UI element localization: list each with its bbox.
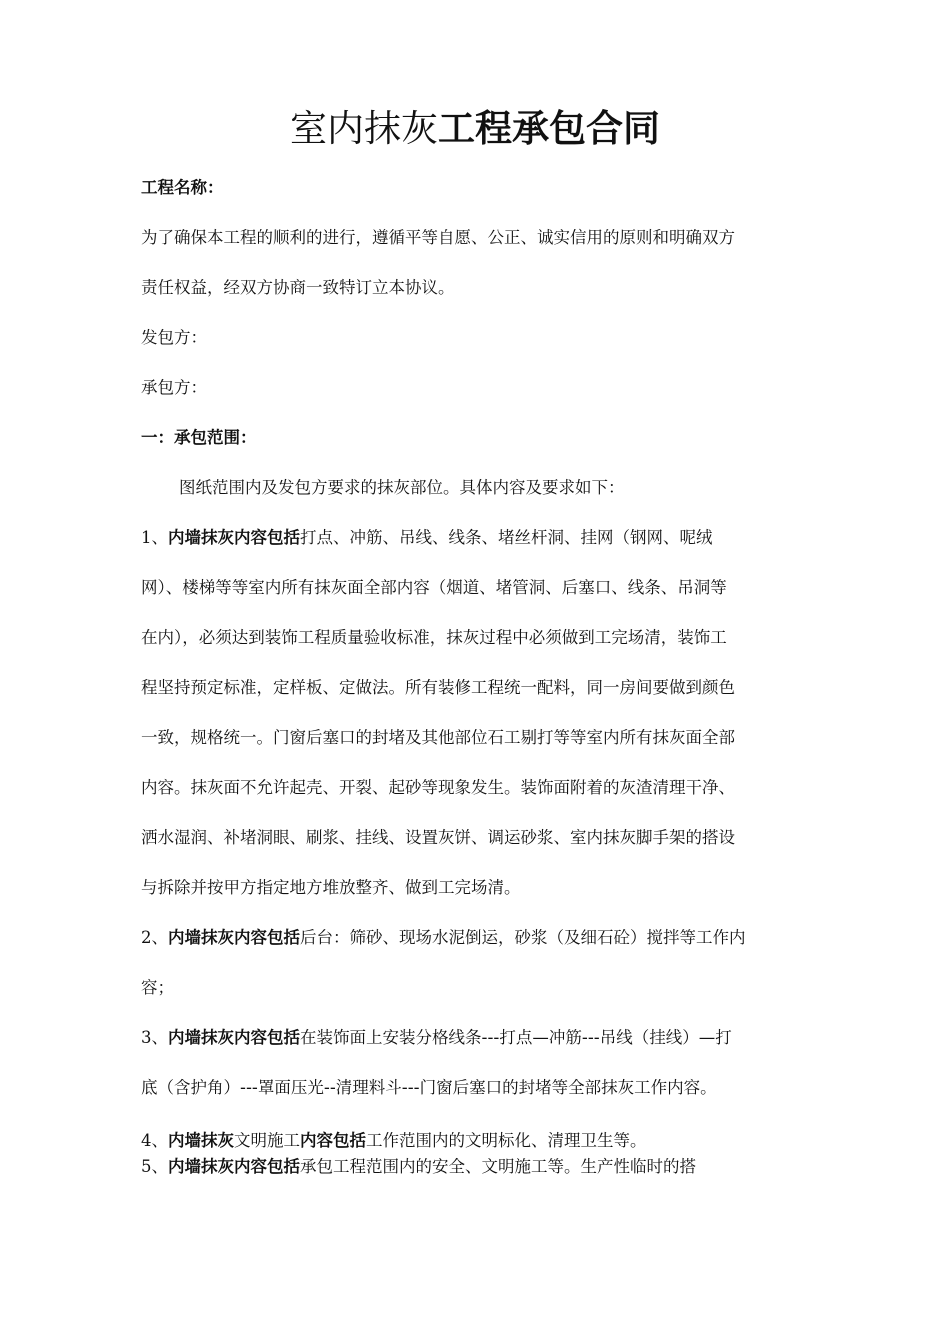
- item1-line6: 内容。抹灰面不允许起壳、开裂、起砂等现象发生。装饰面附着的灰渣清理干净、: [141, 778, 735, 797]
- party-a-label: 发包方：: [141, 328, 207, 347]
- item3-line1-text: 在装饰面上安装分格线条---打点—冲筋---吊线（挂线）—打: [300, 1028, 732, 1047]
- item1-line3: 在内），必须达到装饰工程质量验收标准，抹灰过程中必须做到工完场清，装饰工: [141, 628, 727, 647]
- item4-number: 4、: [141, 1131, 168, 1150]
- item4-text: 工作范围内的文明标化、清理卫生等。: [366, 1131, 647, 1150]
- item3-label: 内墙抹灰内容包括: [168, 1028, 300, 1047]
- item4-label-b: 内容包括: [300, 1131, 366, 1150]
- item1-label: 内墙抹灰内容包括: [168, 528, 300, 547]
- item1-line8: 与拆除并按甲方指定地方堆放整齐、做到工完场清。: [141, 878, 521, 897]
- document-title: [0, 104, 950, 154]
- item3-number: 3、: [141, 1028, 168, 1047]
- item1-line7: 洒水湿润、补堵洞眼、刷浆、挂线、设置灰饼、调运砂浆、室内抹灰脚手架的搭设: [141, 828, 735, 847]
- item5-number: 5、: [141, 1157, 168, 1176]
- item1-line1: [141, 526, 713, 550]
- item3-line1: [141, 1026, 732, 1050]
- item4-line: [141, 1129, 647, 1153]
- title-part2: 工程承包合同: [438, 107, 660, 150]
- intro-line-2: 责任权益，经双方协商一致特订立本协议。: [141, 278, 455, 297]
- intro-line-1: 为了确保本工程的顺利的进行，遵循平等自愿、公正、诚实信用的原则和明确双方: [141, 228, 735, 247]
- item2-number: 2、: [141, 928, 168, 947]
- item4-middle: 文明施工: [234, 1131, 300, 1150]
- section1-heading: 一：承包范围：: [141, 428, 257, 447]
- project-name-label: 工程名称：: [141, 178, 224, 197]
- item1-line1-text: 打点、冲筋、吊线、线条、堵丝杆洞、挂网（钢网、呢绒: [300, 528, 713, 547]
- item5-text: 承包工程范围内的安全、文明施工等。生产性临时的搭: [300, 1157, 696, 1176]
- item2-label: 内墙抹灰内容包括: [168, 928, 300, 947]
- item1-line5: 一致，规格统一。门窗后塞口的封堵及其他部位石工剔打等等室内所有抹灰面全部: [141, 728, 735, 747]
- item2-line1: [141, 926, 746, 950]
- party-b-label: 承包方：: [141, 378, 207, 397]
- scope-intro-text: 图纸范围内及发包方要求的抹灰部位。具体内容及要求如下：: [179, 478, 625, 497]
- item2-line2: 容；: [141, 978, 174, 997]
- title-part1: 室内抹灰: [290, 107, 438, 150]
- item2-line1-text: 后台：筛砂、现场水泥倒运，砂浆（及细石砼）搅拌等工作内: [300, 928, 746, 947]
- scope-intro: [179, 476, 625, 500]
- item4-label-a: 内墙抹灰: [168, 1131, 234, 1150]
- item1-line2: 网）、楼梯等等室内所有抹灰面全部内容（烟道、堵管洞、后塞口、线条、吊洞等: [141, 578, 727, 597]
- item5-label: 内墙抹灰内容包括: [168, 1157, 300, 1176]
- item1-number: 1、: [141, 528, 168, 547]
- item1-line4: 程坚持预定标准，定样板、定做法。所有装修工程统一配料，同一房间要做到颜色: [141, 678, 735, 697]
- item3-line2: 底（含护角）---罩面压光--清理料斗---门窗后塞口的封堵等全部抹灰工作内容。: [141, 1078, 717, 1097]
- item5-line: [141, 1155, 696, 1179]
